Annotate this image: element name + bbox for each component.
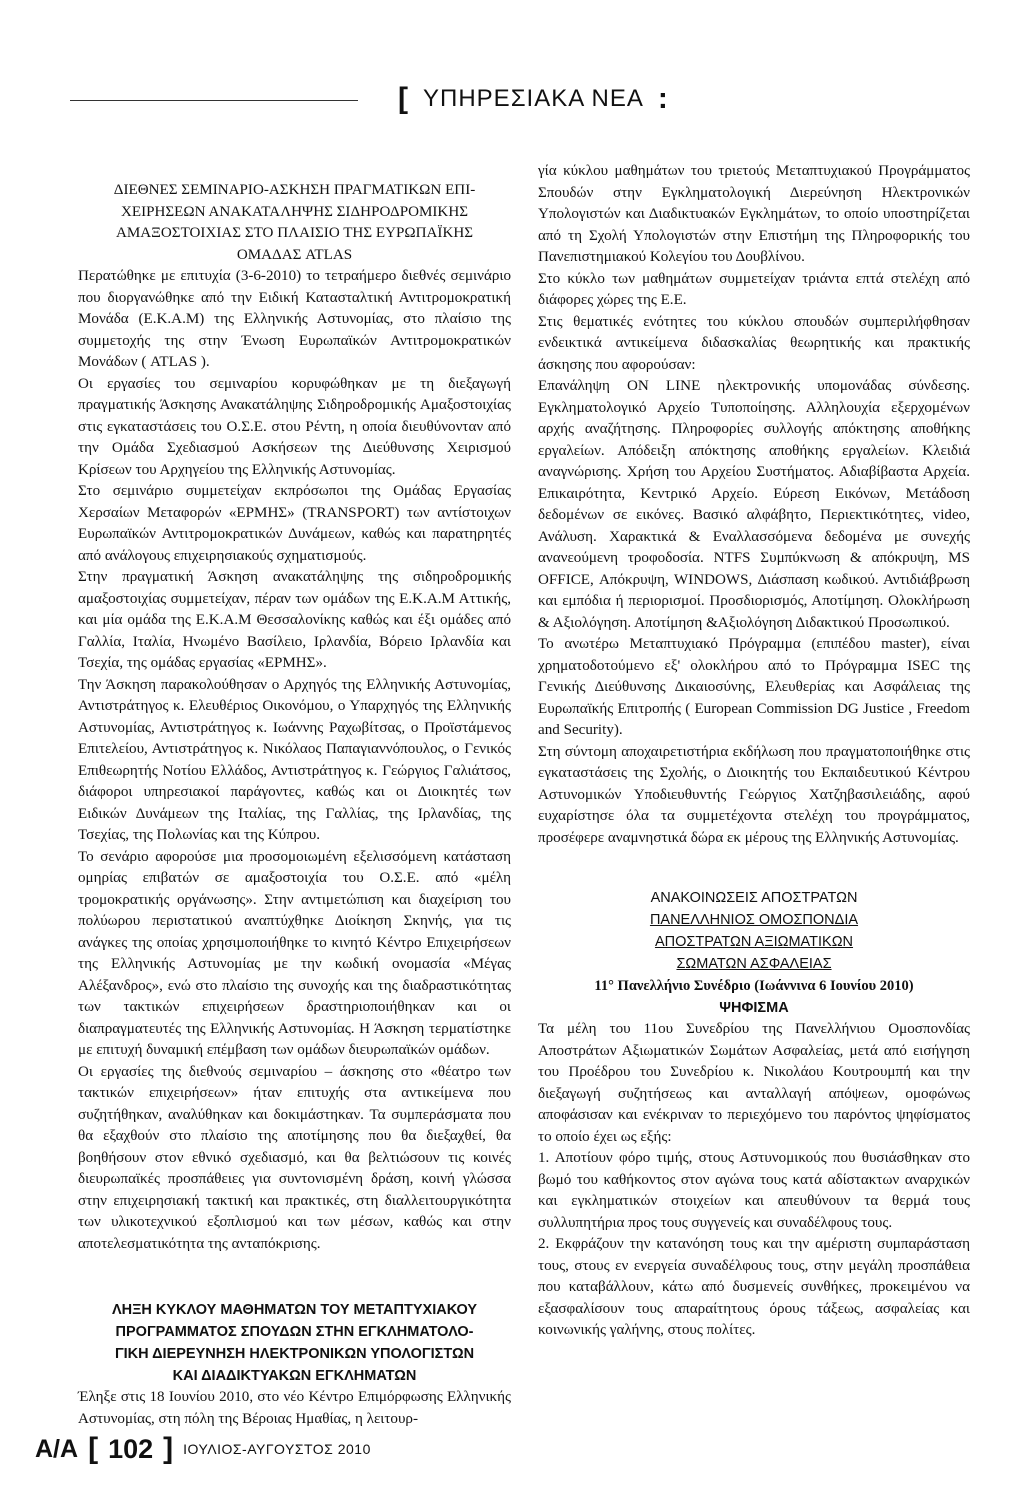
paragraph: Το ανωτέρω Μεταπτυχιακό Πρόγραμμα (επιπέδου master), είναι χρηματοδοτούμενο εξ' ολοκλήρου από το Πρόγραμμα ISEC της Γενικής Διεύθυνσης Δικαιοσύνης, Ελευθερίας και Ασφάλειας της Ευρωπαϊκής Επιτροπής ( European Commission DG Justice , Freedom and Security). <box>538 636 970 738</box>
title-line: ΧΕΙΡΗΣΕΩΝ ΑΝΑΚΑΤΑΛΗΨΗΣ ΣΙΔΗΡΟΔΡΟΜΙΚΗΣ <box>120 203 469 220</box>
paragraph: Στην πραγματική Άσκηση ανακατάληψης της σιδηροδρομικής αμαξοστοιχίας συμμετείχαν, πέραν των ομάδων της Ε.Κ.Α.Μ Αττικής, και μία ομάδα της Ε.Κ.Α.Μ Θεσσαλονίκης καθώς και έξι ομάδες από Γαλλία, Ιταλία, Ηνωμένο Βασίλειο, Ιρλανδία, Βόρειο Ιρλανδία και Τσεχία, της ομάδας εργασίας «ΕΡΜΗΣ». <box>78 569 511 671</box>
title-line: ΔΙΕΘΝΕΣ ΣΕΜΙΝΑΡΙΟ-ΑΣΚΗΣΗ ΠΡΑΓΜΑΤΙΚΩΝ ΕΠΙ- <box>113 182 476 198</box>
issue-date: ΙΟΥΛΙΟΣ-ΑΥΓΟΥΣΤΟΣ 2010 <box>183 1441 371 1457</box>
paragraph: γία κύκλου μαθημάτων του τριετούς Μεταπτυχιακού Προγράμματος Σπουδών στην Εγκληματολογική Διερεύνηση Ηλεκτρονικών Υπολογιστών και Διαδικτυακών Εγκλημάτων, το οποίο υποστηρίζεται από τη Σχολή Υπολογιστών στην Επιστήμη της Πληροφορικής του Πανεπιστημιακού Κολεγίου του Δουβλίνου. <box>538 163 970 265</box>
page-footer <box>35 1432 371 1466</box>
right-column <box>538 161 970 1342</box>
spacer <box>78 1255 511 1299</box>
article-title-seminar <box>78 180 511 266</box>
announce-line: ΠΑΝΕΛΛΗΝΙΟΣ ΟΜΟΣΠΟΝΔΙΑ <box>649 912 859 928</box>
header-close-mark: : <box>657 82 669 115</box>
conference-line: 11° Πανελλήνιο Συνέδριο (Ιωάννινα 6 Ιουνίου 2010) <box>594 978 914 994</box>
title-line: ΚΑΙ ΔΙΑΔΙΚΤΥΑΚΩΝ ΕΓΚΛΗΜΑΤΩΝ <box>172 1368 417 1384</box>
title-line: ΟΜΑΔΑΣ ATLAS <box>236 246 353 263</box>
paragraph: Στο σεμινάριο συμμετείχαν εκπρόσωποι της Ομάδας Εργασίας Χερσαίων Μεταφορών «ΕΡΜΗΣ» (TRANSPORT) των αντίστοιχων Ευρωπαϊκών Αντιτρομοκρατικών Δυνάμεων, καθώς και παρατηρητές από ανάλογους επιχειρησιακούς σχηματισμούς. <box>78 483 511 564</box>
magazine-name: Α/Α <box>35 1434 79 1463</box>
paragraph: Τα μέλη του 11ου Συνεδρίου της Πανελλήνιου Ομοσπονδίας Αποστράτων Αξιωματικών Σωμάτων Ασφαλείας, μετά από εισήγηση του Προέδρου του Συνεδρίου κ. Νικολάου Κουτρουμπή και την διεξαγωγή συζητήσεως και ανταλλαγή απόψεων, ομοφώνως αποφάσισαν και ενέκριναν το περιεχόμενο του παρόντος ψηφίσματος το οποίο έχει ως εξής: <box>538 1021 970 1145</box>
paragraph: Στο κύκλο των μαθημάτων συμμετείχαν τριάντα επτά στελέχη από διάφορες χώρες της Ε.Ε. <box>538 270 970 308</box>
announce-line: ΑΝΑΚΟΙΝΩΣΕΙΣ ΑΠΟΣΤΡΑΤΩΝ <box>650 890 858 906</box>
header-open-bracket: [ <box>398 82 409 115</box>
section-header <box>398 82 669 116</box>
paragraph: Οι εργασίες της διεθνούς σεμιναρίου – άσκησης στο «θέατρο των τακτικών επιχειρήσεων» ήταν επιτυχής στα αντικείμενα που συζητήθηκαν, αναλύθηκαν και δοκιμάστηκαν. Τα συμπεράσματα που θα εξαχθούν στο πλαίσιο της αποτίμησης που θα διεξαχθεί, θα βοηθήσουν στον εθνικό σχεδιασμό, και θα βελτιώσουν τις κοινές διευρωπαϊκές προσπάθειες για συντονισμένη δράση, κοινή γλώσσα στην επιχειρησιακή τακτική και πρακτικές, στη διαλλειτουργικότητα των υλικοτεχνικού εξοπλισμού και των μέσων, καθώς και στην αποτελεσματικότητα της ανταπόκρισης. <box>78 1063 511 1252</box>
paragraph: Επανάληψη ON LINE ηλεκτρονικής υπομονάδας σύνδεσης. Εγκληματολογικό Αρχείο Τυποποίησης. Αλληλουχία εξερχομένων αρχής αναζήτησης. Πληροφορίες συλλογής απόκτησης αποθήκης εργαλείων. Απόδειξη απόκτησης αποθήκης εργαλείων. Κλειδιά αναγνώρισης. Χρήση του Αρχείου Συστήματος. Αδιαβίβαστα Αρχεία. Επικαιρότητα, Κεντρικό Αρχείο. Εύρεση Εικόνων, Μετάδοση δεδομένων σε εικόνες. Βασικό αλφάβητο, Περιεκτικότητες, video, Ανάλυση. Χαρακτικά & Εναλλασσόμενα δεδομένα με συνεχής ανανεούμενη τροφοδοσία. NTFS Συμπύκνωση & απόκρυψη, MS OFFICE, Απόκρυψη, WINDOWS, Διάσπαση κωδικού. Αντιδιάβρωση και εμπόδια ή περιορισμοί. Προσδιορισμός, Αποτίμηση. Ολοκλήρωση & Αξιολόγηση. Αποτίμηση &Αξιολόγηση Διδακτικού Προσωπικού. <box>538 378 970 631</box>
paragraph: Την Άσκηση παρακολούθησαν ο Αρχηγός της Ελληνικής Αστυνομίας, Αντιστράτηγος κ. Ελευθέριος Οικονόμου, ο Υπαρχηγός της Ελληνικής Αστυνομίας, Αντιστράτηγος κ. Ιωάννης Ραχωβίτσας, ο Προϊστάμενος Επιτελείου, Αντιστράτηγος κ. Νικόλαος Παπαγιαννόπουλος, ο Γενικός Επιθεωρητής Νοτίου Ελλάδος, Αντιστράτηγος κ. Γεώργιος Γαλιάτσος, διάφοροι υπηρεσιακοί παράγοντες, καθώς και οι Διοικητές των Ειδικών Δυνάμεων της Ιταλίας, της Γαλλίας, της Ιρλανδίας, της Τσεχίας, της Πολωνίας και της Κύπρου. <box>78 676 511 843</box>
left-column <box>78 180 511 1430</box>
section-title: ΥΠΗΡΕΣΙΑΚΑ ΝΕΑ <box>423 85 644 112</box>
announcements-heading <box>538 887 970 1019</box>
title-line: ΑΜΑΞΟΣΤΟΙΧΙΑΣ ΣΤΟ ΠΛΑΙΣΙΟ ΤΗΣ ΕΥΡΩΠΑΪΚΗΣ <box>115 225 474 241</box>
paragraph: 1. Αποτίουν φόρο τιμής, στους Αστυνομικούς που θυσιάσθηκαν στο βωμό του καθήκοντος στον αγώνα τους κατά αδίστακτων αναρχικών και εγκληματικών στοιχείων και απευθύνουν τα θερμά τους συλλυπητήρια προς τους συγγενείς και συναδέλφους τους. <box>538 1150 970 1231</box>
paragraph: Στις θεματικές ενότητες του κύκλου σπουδών συμπεριλήφθησαν ενδεικτικά αντικείμενα διδασκαλίας θεωρητικής και πρακτικής άσκησης που αφορούσαν: <box>538 313 970 373</box>
title-line: ΛΗΞΗ ΚΥΚΛΟΥ ΜΑΘΗΜΑΤΩΝ ΤΟΥ ΜΕΤΑΠΤΥΧΙΑΚΟΥ <box>111 1302 478 1318</box>
paragraph: Οι εργασίες του σεμιναρίου κορυφώθηκαν με τη διεξαγωγή πραγματικής Άσκησης Ανακατάληψης Σιδηροδρομικής Αμαξοστοιχίας στις εγκαταστάσεις του Ο.Σ.Ε. στου Ρέντη, η οποία διευθύνονταν από την Ομάδα Σχεδιασμού Ασκήσεων της Διεύθυνσης Χειρισμού Κρίσεων του Αρχηγείου της Ελληνικής Αστυνομίας. <box>78 375 511 478</box>
page-close-bracket: ] <box>163 1432 174 1465</box>
paragraph: Το σενάριο αφορούσε μια προσομοιωμένη εξελισσόμενη κατάσταση ομηρίας επιβατών σε αμαξοστοιχία του Ο.Σ.Ε. από «μέλη τρομοκρατικής οργάνωσης». Στην αντιμετώπιση και διαχείριση του πολύωρου περιστατικού αναπτύχθηκε Διοίκηση Σκηνής, για τις ανάγκες της οποίας χρησιμοποιήθηκε το κινητό Κέντρο Επιχειρήσεων της Ελληνικής Αστυνομίας με την κωδική ονομασία «Μέγας Αλέξανδρος», ενώ στο πλαίσιο της συνοχής και της διαδραστικότητας των τακτικών επιχειρήσεων δραστηριοποιήθηκαν και οι διαπραγματευτές της Ελληνικής Αστυνομίας. Η Άσκηση τερματίστηκε με επιτυχή δυναμική επέμβαση των ομάδων διευρωπαϊκών ομάδων. <box>78 848 511 1058</box>
announce-line: ΑΠΟΣΤΡΑΤΩΝ ΑΞΙΩΜΑΤΙΚΩΝ <box>654 934 854 950</box>
page-open-bracket: [ <box>88 1432 99 1465</box>
title-line: ΠΡΟΓΡΑΜΜΑΤΟΣ ΣΠΟΥΔΩΝ ΣΤΗΝ ΕΓΚΛΗΜΑΤΟΛΟ- <box>115 1324 474 1340</box>
paragraph: 2. Εκφράζουν την κατανόηση τους και την αμέριστη συμπαράσταση τους, στους εν ενεργεία συναδέλφους τους, στην μεγάλη προσπάθεια που καταβάλλουν, κάτω από δυσμενείς συνθήκες, προκειμένου να εξασφαλίσουν τους απαραίτητους όρους τάξεως, ασφαλείας και κοινωνικής γαλήνης, στους πολίτες. <box>538 1236 970 1338</box>
spacer <box>538 849 970 887</box>
paragraph: Περατώθηκε με επιτυχία (3-6-2010) το τετραήμερο διεθνές σεμινάριο που διοργανώθηκε από την Ειδική Κατασταλτική Αντιτρομοκρατική Μονάδα (Ε.Κ.Α.Μ) της Ελληνικής Αστυνομίας, στο πλαίσιο της συμμετοχής της στην Ένωση Ευρωπαϊκών Αντιτρομοκρατικών Μονάδων ( ATLAS ). <box>78 268 511 370</box>
paragraph: Έληξε στις 18 Ιουνίου 2010, στο νέο Κέντρο Επιμόρφωσης Ελληνικής Αστυνομίας, στη πόλη της Βέροιας Ημαθίας, η λειτουρ- <box>78 1389 511 1427</box>
announce-line: ΣΩΜΑΤΩΝ ΑΣΦΑΛΕΙΑΣ <box>676 956 832 972</box>
header-rule <box>70 100 358 101</box>
resolution-heading: ΨΗΦΙΣΜΑ <box>719 1000 789 1016</box>
title-line: ΓΙΚΗ ΔΙΕΡΕΥΝΗΣΗ ΗΛΕΚΤΡΟΝΙΚΩΝ ΥΠΟΛΟΓΙΣΤΩΝ <box>114 1346 475 1362</box>
article-title-course <box>78 1299 511 1387</box>
paragraph: Στη σύντομη αποχαιρετιστήρια εκδήλωση που πραγματοποιήθηκε στις εγκαταστάσεις της Σχολής, ο Διοικητής του Εκπαιδευτικού Κέντρου Αστυνομικών Υποδιευθυντής Γεώργιος Χατζηβασιλειάδης, αφού ευχαρίστησε όλα τα συμμετέχοντα στελέχη του προγράμματος, προσέφερε αναμνηστικά δώρα εκ μέρους της Ελληνικής Αστυνομίας. <box>538 743 970 846</box>
page-number: 102 <box>108 1433 154 1464</box>
